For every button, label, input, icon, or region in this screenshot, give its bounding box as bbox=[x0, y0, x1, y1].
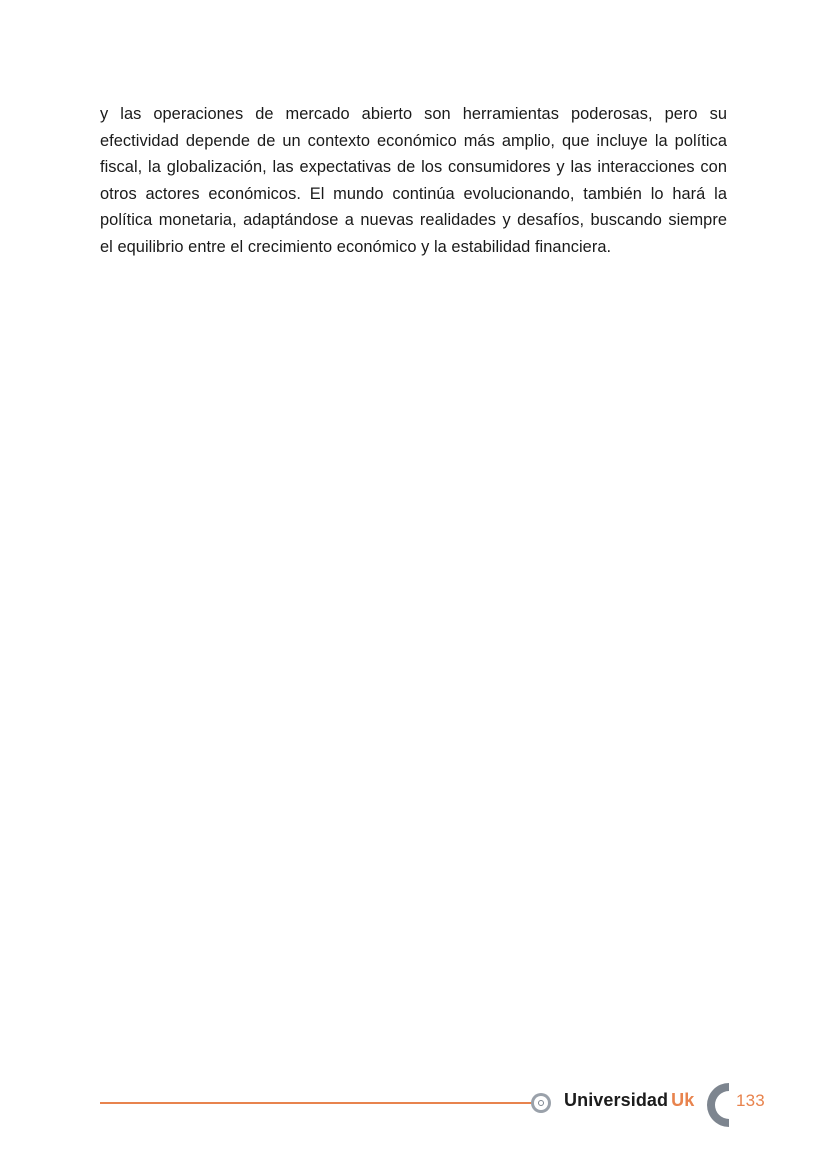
brand-name: Universidad bbox=[564, 1090, 669, 1110]
page-footer bbox=[0, 1075, 828, 1135]
page-body bbox=[100, 101, 727, 260]
footer-divider-line bbox=[100, 1102, 532, 1104]
brand-accent: Uk bbox=[671, 1090, 695, 1110]
brand-logo bbox=[564, 1090, 694, 1111]
page-number: 133 bbox=[736, 1091, 765, 1110]
target-dot-icon bbox=[531, 1093, 551, 1113]
body-paragraph: y las operaciones de mercado abierto son herramientas poderosas, pero su efectividad depende de un contexto económico más amplio, que incluye la política fiscal, la globalización, las expectativas de los consumidores y las interacciones con otros actores económicos. El mundo continúa evolucionando, también lo hará la política monetaria, adaptándose a nuevas realidades y desafíos, buscando siempre el equilibrio entre el crecimiento económico y la estabilidad financiera. bbox=[100, 105, 727, 256]
